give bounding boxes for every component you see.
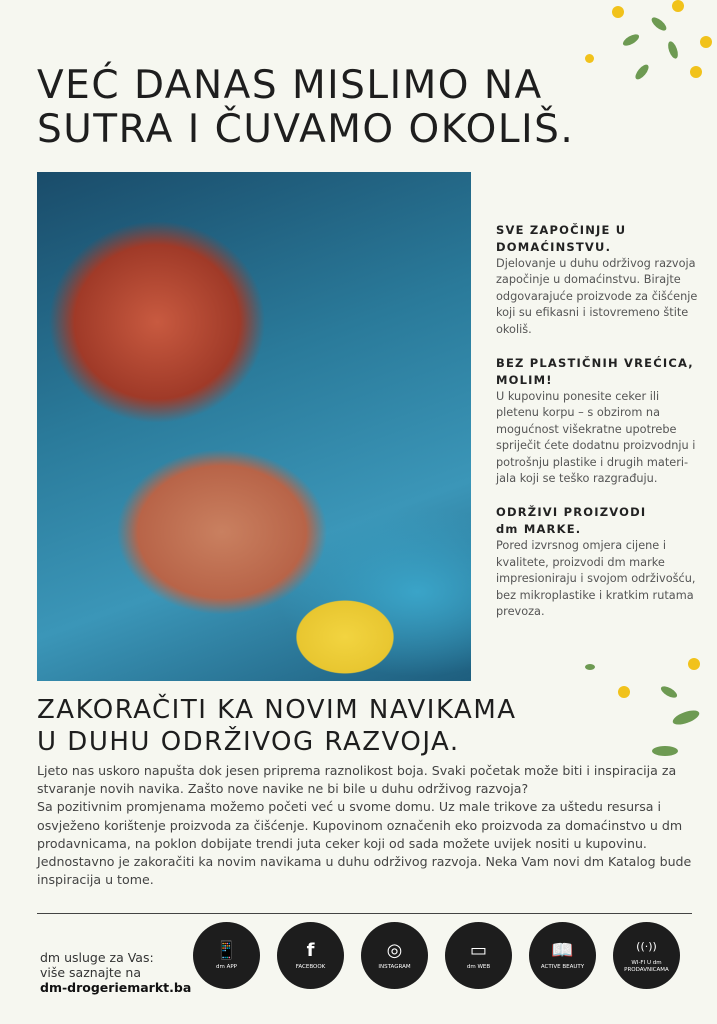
tip — [496, 222, 701, 338]
tip-text: U kupovinu ponesite ceker ili pletenu korpu – s obzirom na mogućnost višekratne upotrebe spriječit ćete dodatnu proizvodnju i potrošnju plastike i drugih materi-jala koji se teško razgrađuju. — [496, 390, 696, 486]
service-facebook[interactable]: f FACEBOOK — [277, 922, 344, 989]
wifi-icon: ((·)) — [636, 940, 657, 953]
book-icon: 📖 — [551, 939, 574, 961]
services-row — [193, 922, 680, 989]
service-wifi[interactable]: ((·)) WI-FI U dm PRODAVNICAMA — [613, 922, 680, 989]
page-title — [37, 64, 574, 152]
tip — [496, 355, 701, 487]
phone-plus-icon: 📱 — [215, 939, 238, 961]
paragraph: Ljeto nas uskoro napušta dok jesen priprema raznolikost boja. Svaki početak može biti i inspiracija za stvaranje novih navika. Zašto nove navike ne bi bile u duhu održivog razvoja? — [37, 763, 677, 797]
website-link[interactable]: dm-drogeriemarkt.ba — [40, 980, 192, 995]
divider — [37, 913, 692, 914]
paragraph: Sa pozitivnim promjenama možemo početi već u svome domu. Uz male trikove za uštedu resursa i osvježeno korištenje proizvoda za čišćenje. Kupovinom označenih eko proizvoda za domaćinstvo u dm prodavnicama, na poklon dobijate trendi juta ceker koji od sada možete uvijek nositi u kupovinu. Jednostavno je zakoračiti ka novim navikama u duhu održivog razvoja. Neka Vam novi dm Katalog bude inspiracija u tome. — [37, 799, 692, 888]
tip-heading: BEZ PLASTIČNIH VREĆICA, MOLIM! — [496, 356, 694, 388]
tip — [496, 504, 701, 620]
title-line: VEĆ DANAS MISLIMO NA — [37, 63, 543, 108]
tips-column — [496, 222, 701, 638]
web-icon: ▭ — [469, 939, 487, 961]
tip-heading: ODRŽIVI PROIZVODI dm MARKE. — [496, 505, 647, 537]
title-line: SUTRA I ČUVAMO OKOLIŠ. — [37, 107, 575, 152]
service-instagram[interactable]: ◎ INSTAGRAM — [361, 922, 428, 989]
facebook-icon: f — [306, 939, 315, 961]
service-dm-app[interactable]: 📱 dm APP — [193, 922, 260, 989]
section-heading: ZAKORAČITI KA NOVIM NAVIKAMA U DUHU ODRŽIVOG RAZVOJA. — [37, 695, 517, 757]
tip-heading: SVE ZAPOČINJE U DOMAĆINSTVU. — [496, 223, 627, 254]
instagram-icon: ◎ — [386, 939, 403, 961]
tip-text: Djelovanje u duhu održivog razvoja započinje u domaćinstvu. Birajte odgovarajuće proizvode za čišćenje koji su efikasni i istovremeno štite okoliš. — [496, 257, 698, 336]
service-web[interactable]: ▭ dm WEB — [445, 922, 512, 989]
hero-photo-woman-in-pool — [37, 172, 471, 681]
footer-info: dm usluge za Vas: više saznajte na dm-drogeriemarkt.ba — [40, 950, 192, 995]
tip-text: Pored izvrsnog omjera cijene i kvalitete, proizvodi dm marke impresioniraju i svojom održivošću, bez mikroplastike i kratkim rutama prevoza. — [496, 539, 696, 619]
body-text — [37, 762, 697, 889]
service-active-beauty[interactable]: 📖 ACTIVE BEAUTY — [529, 922, 596, 989]
